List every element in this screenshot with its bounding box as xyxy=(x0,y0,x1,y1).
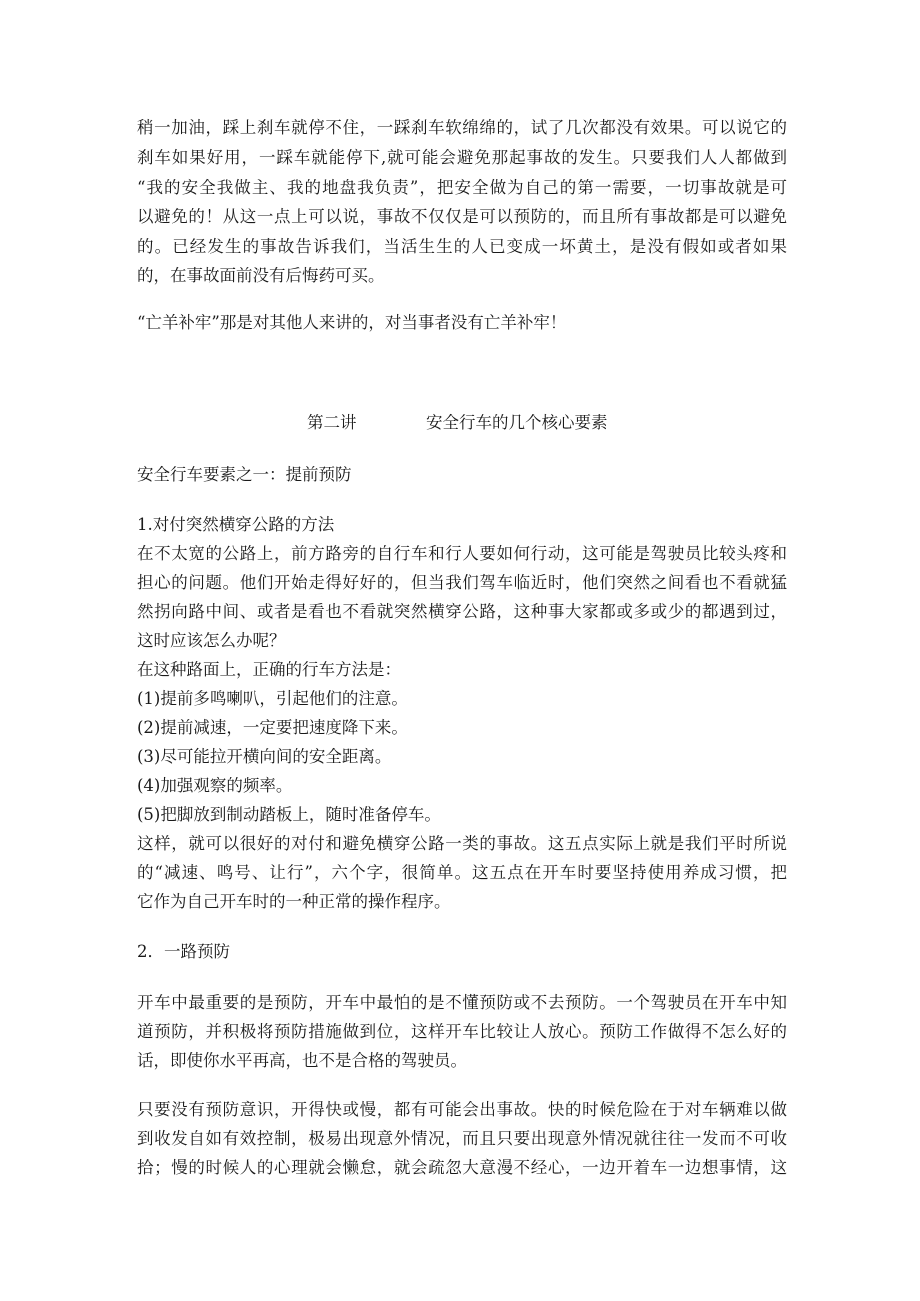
paragraph-line: 开车中最重要的是预防，开车中最怕的是不懂预防或不去预防。一个驾驶员在开车中知 xyxy=(137,993,787,1012)
section-heading: 2．一路预防 xyxy=(137,942,230,961)
paragraph-line: 在不太宽的公路上，前方路旁的自行车和行人要如何行动，这可能是驾驶员比较头疼和 xyxy=(137,544,787,563)
paragraph-line: 这时应该怎么办呢？ xyxy=(137,631,286,650)
paragraph-line: 拾；慢的时候人的心理就会懒怠，就会疏忽大意漫不经心，一边开着车一边想事情，这 xyxy=(137,1158,787,1177)
element-heading: 安全行车要素之一：提前预防 xyxy=(137,465,352,484)
step-item: (3)尽可能拉开横向间的安全距离。 xyxy=(137,747,392,766)
paragraph-line: 到收发自如有效控制，极易出现意外情况，而且只要出现意外情况就往往一发而不可收 xyxy=(137,1129,787,1148)
paragraph-line: 道预防，并积极将预防措施做到位，这样开车比较让人放心。预防工作做得不怎么好的 xyxy=(137,1022,787,1041)
intro-line: “我的安全我做主、我的地盘我负责”，把安全做为自己的第一需要，一切事故就是可 xyxy=(137,178,787,197)
intro-closing: “亡羊补牢”那是对其他人来讲的，对当事者没有亡羊补牢！ xyxy=(137,313,567,332)
step-item: (1)提前多鸣喇叭，引起他们的注意。 xyxy=(137,689,408,708)
summary-line: 的“减速、鸣号、让行”，六个字，很简单。这五点在开车时要坚持使用养成习惯，把 xyxy=(137,863,787,882)
step-item: (5)把脚放到制动踏板上，随时准备停车。 xyxy=(137,805,441,824)
paragraph-line: 只要没有预防意识，开得快或慢，都有可能会出事故。快的时候危险在于对车辆难以做 xyxy=(137,1100,787,1119)
summary-line: 它作为自己开车时的一种正常的操作程序。 xyxy=(137,892,451,911)
paragraph-line: 担心的问题。他们开始走得好好的，但当我们驾车临近时，他们突然之间看也不看就猛 xyxy=(137,573,787,592)
intro-line: 以避免的！从这一点上可以说，事故不仅仅是可以预防的，而且所有事故都是可以避免 xyxy=(137,207,787,226)
lecture-number: 第二讲 xyxy=(307,413,357,432)
method-intro: 在这种路面上，正确的行车方法是： xyxy=(137,660,401,679)
lecture-title xyxy=(0,413,920,433)
section-heading: 1.对付突然横穿公路的方法 xyxy=(137,515,335,534)
summary-line: 这样，就可以很好的对付和避免横穿公路一类的事故。这五点实际上就是我们平时所说 xyxy=(137,834,787,853)
step-item: (2)提前减速，一定要把速度降下来。 xyxy=(137,718,408,737)
paragraph-line: 话，即使你水平再高，也不是合格的驾驶员。 xyxy=(137,1051,467,1070)
intro-line: 刹车如果好用，一踩车就能停下,就可能会避免那起事故的发生。只要我们人人都做到 xyxy=(137,148,787,167)
intro-line: 的。已经发生的事故告诉我们，当活生生的人已变成一坏黄土，是没有假如或者如果 xyxy=(137,237,787,256)
paragraph-line: 然拐向路中间、或者是看也不看就突然横穿公路，这种事大家都或多或少的都遇到过， xyxy=(137,602,787,621)
intro-line: 的，在事故面前没有后悔药可买。 xyxy=(137,266,385,285)
step-item: (4)加强观察的频率。 xyxy=(137,776,293,795)
lecture-name: 安全行车的几个核心要素 xyxy=(426,413,608,432)
intro-line: 稍一加油，踩上刹车就停不住，一踩刹车软绵绵的，试了几次都没有效果。可以说它的 xyxy=(137,118,787,137)
